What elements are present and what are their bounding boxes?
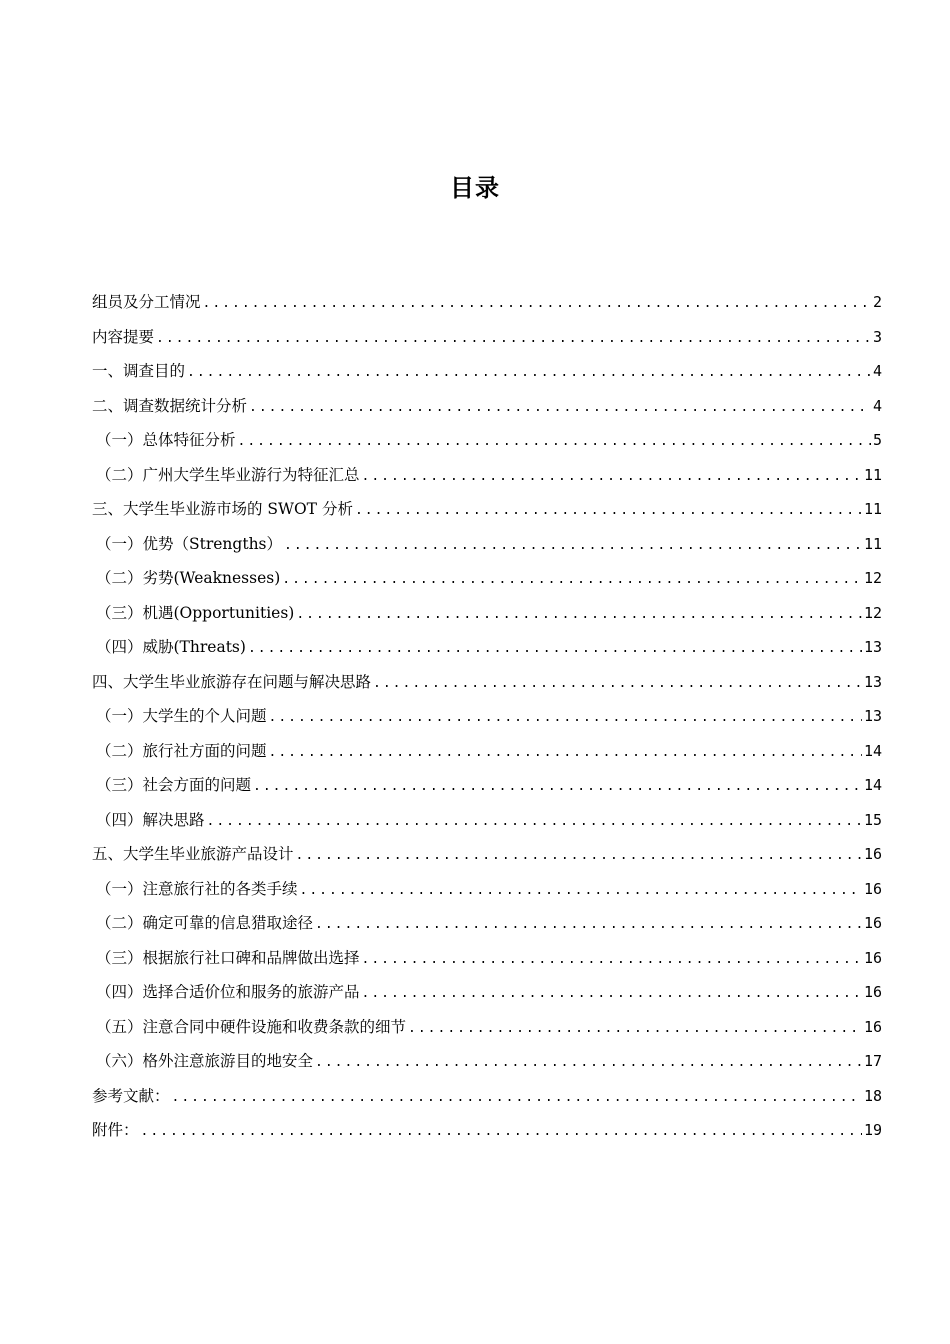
toc-entry-label: （二）广州大学生毕业游行为特征汇总 — [96, 465, 360, 484]
toc-entry-label: （二）确定可靠的信息猎取途径 — [96, 914, 314, 932]
toc-entry[interactable] — [92, 1010, 882, 1045]
toc-entry-label: （四）威胁(Threats) — [96, 638, 246, 656]
toc-entry-page-number: 5 — [872, 431, 882, 449]
toc-entry-page-number: 16 — [863, 983, 882, 1001]
toc-entry-page-number: 16 — [863, 1017, 882, 1036]
toc-entry-label: 附件： — [92, 1121, 139, 1139]
toc-entry[interactable] — [92, 354, 882, 389]
toc-entry-page-number: 13 — [863, 672, 882, 691]
toc-leader-dots — [187, 356, 871, 389]
toc-entry-page-number: 15 — [863, 810, 882, 829]
toc-entry-label: 四、大学生毕业旅游存在问题与解决思路 — [92, 672, 372, 691]
toc-entry-page-number: 3 — [872, 327, 882, 346]
toc-entry-page-number: 16 — [863, 914, 882, 932]
toc-entry-page-number: 11 — [863, 500, 882, 518]
toc-leader-dots — [362, 977, 862, 1010]
toc-leader-dots — [355, 494, 862, 527]
toc-entry[interactable] — [92, 561, 882, 596]
toc-entry-page-number: 17 — [863, 1052, 882, 1070]
toc-entry-label: （一）优势（Strengths） — [96, 534, 283, 553]
toc-leader-dots — [238, 425, 871, 458]
toc-entry-page-number: 14 — [863, 776, 882, 794]
toc-entry-label: （四）选择合适价位和服务的旅游产品 — [96, 983, 360, 1001]
toc-leader-dots — [248, 632, 862, 665]
toc-entry-label: （六）格外注意旅游目的地安全 — [96, 1052, 314, 1070]
toc-entry-label: （一）大学生的个人问题 — [96, 707, 267, 725]
toc-entry[interactable] — [92, 734, 882, 769]
toc-entry[interactable] — [92, 906, 882, 941]
toc-entry-page-number: 12 — [863, 569, 882, 587]
toc-entry-label: 五、大学生毕业旅游产品设计 — [92, 845, 294, 863]
toc-entry-label: （三）社会方面的问题 — [96, 776, 252, 794]
toc-leader-dots — [253, 770, 862, 803]
toc-entry-label: （一）总体特征分析 — [96, 431, 236, 449]
toc-entry-page-number: 16 — [863, 845, 882, 863]
toc-entry[interactable] — [92, 699, 882, 734]
toc-entry-label: 一、调查目的 — [92, 362, 186, 380]
toc-entry-label: 二、调查数据统计分析 — [92, 396, 248, 415]
toc-entry[interactable] — [92, 1044, 882, 1079]
toc-entry-page-number: 16 — [863, 879, 882, 898]
toc-leader-dots — [156, 322, 871, 355]
toc-entry-label: （四）解决思路 — [96, 810, 205, 829]
toc-entry-page-number: 13 — [863, 707, 882, 725]
toc-entry-label: （三）根据旅行社口碑和品牌做出选择 — [96, 948, 360, 967]
toc-entry-page-number: 19 — [863, 1121, 882, 1139]
toc-entry-page-number: 2 — [872, 293, 882, 311]
toc-entry[interactable] — [92, 596, 882, 631]
table-of-contents — [92, 285, 882, 1148]
toc-entry[interactable] — [92, 872, 882, 907]
toc-entry-label: （三）机遇(Opportunities) — [96, 603, 295, 622]
toc-entry-page-number: 16 — [863, 948, 882, 967]
toc-entry[interactable] — [92, 803, 882, 838]
toc-leader-dots — [282, 563, 862, 596]
toc-entry[interactable] — [92, 492, 882, 527]
toc-entry[interactable] — [92, 630, 882, 665]
toc-leader-dots — [172, 1081, 862, 1114]
toc-leader-dots — [296, 839, 862, 872]
toc-leader-dots — [373, 667, 862, 700]
toc-entry[interactable] — [92, 389, 882, 424]
page-title: 目录 — [450, 174, 500, 202]
toc-entry[interactable] — [92, 320, 882, 355]
toc-entry[interactable] — [92, 1113, 882, 1148]
toc-entry-page-number: 18 — [863, 1086, 882, 1105]
toc-leader-dots — [408, 1012, 862, 1045]
toc-entry[interactable] — [92, 837, 882, 872]
toc-entry-page-number: 12 — [863, 603, 882, 622]
toc-entry-page-number: 11 — [863, 534, 882, 553]
toc-entry-page-number: 13 — [863, 638, 882, 656]
toc-leader-dots — [284, 529, 862, 562]
toc-leader-dots — [362, 460, 862, 493]
toc-entry[interactable] — [92, 975, 882, 1010]
toc-entry-label: 参考文献： — [92, 1086, 170, 1105]
toc-leader-dots — [269, 736, 862, 769]
toc-leader-dots — [269, 701, 862, 734]
toc-entry-label: （一）注意旅行社的各类手续 — [96, 879, 298, 898]
toc-entry-page-number: 11 — [863, 465, 882, 484]
toc-entry-label: （二）劣势(Weaknesses) — [96, 569, 281, 587]
toc-entry[interactable] — [92, 941, 882, 976]
toc-leader-dots — [141, 1115, 862, 1148]
toc-entry-label: （五）注意合同中硬件设施和收费条款的细节 — [96, 1017, 407, 1036]
toc-leader-dots — [315, 908, 862, 941]
toc-leader-dots — [203, 287, 871, 320]
toc-entry-page-number: 4 — [872, 396, 882, 415]
toc-entry-page-number: 14 — [863, 741, 882, 760]
toc-entry-label: （二）旅行社方面的问题 — [96, 741, 267, 760]
toc-entry[interactable] — [92, 285, 882, 320]
toc-entry[interactable] — [92, 527, 882, 562]
toc-leader-dots — [249, 391, 871, 424]
toc-leader-dots — [296, 598, 862, 631]
toc-entry[interactable] — [92, 458, 882, 493]
toc-entry[interactable] — [92, 423, 882, 458]
toc-entry[interactable] — [92, 1079, 882, 1114]
toc-entry[interactable] — [92, 665, 882, 700]
toc-entry[interactable] — [92, 768, 882, 803]
toc-entry-page-number: 4 — [872, 362, 882, 380]
toc-leader-dots — [207, 805, 862, 838]
toc-entry-label: 内容提要 — [92, 327, 155, 346]
toc-leader-dots — [300, 874, 862, 907]
toc-leader-dots — [315, 1046, 862, 1079]
toc-entry-label: 组员及分工情况 — [92, 293, 201, 311]
toc-leader-dots — [362, 943, 862, 976]
toc-entry-label: 三、大学生毕业游市场的 SWOT 分析 — [92, 500, 353, 518]
